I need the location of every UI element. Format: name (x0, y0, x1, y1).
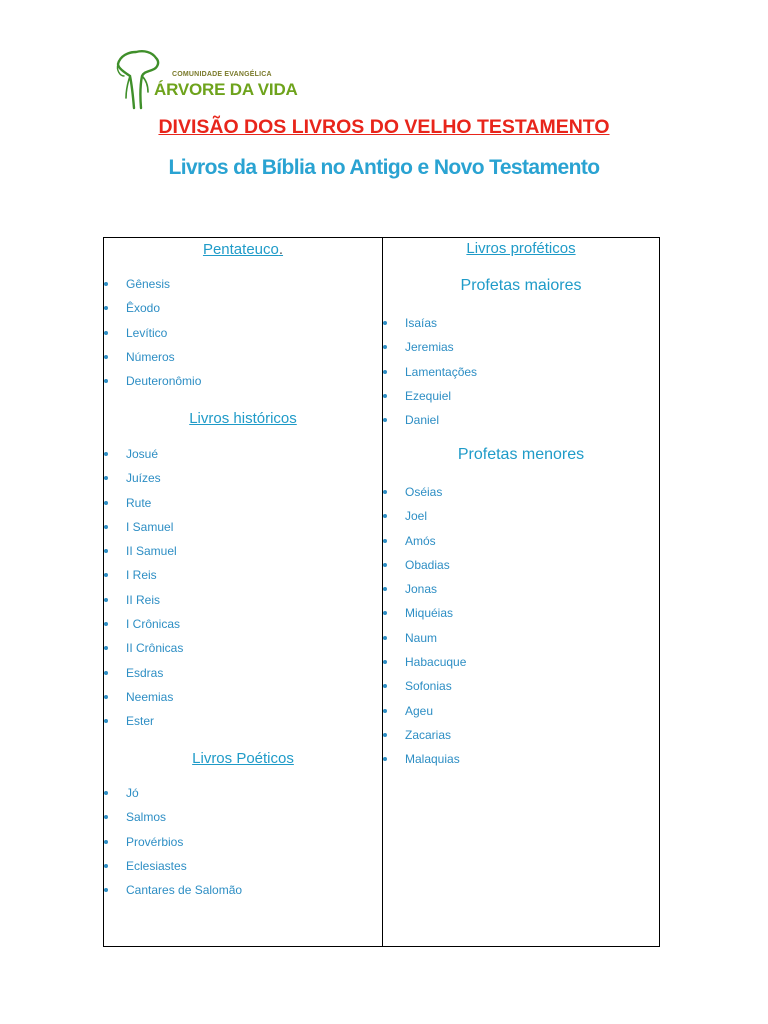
logo-title: ÁRVORE DA VIDA (154, 80, 298, 99)
bullet-icon (104, 622, 108, 626)
maiores-heading: Profetas maiores (460, 277, 582, 294)
document-subtitle: Livros da Bíblia no Antigo e Novo Testamento (168, 156, 600, 179)
bullet-icon (383, 563, 387, 567)
bullet-icon (104, 695, 108, 699)
bullet-icon (383, 539, 387, 543)
bullet-icon (104, 331, 108, 335)
bullet-icon (104, 840, 108, 844)
document-title: DIVISÃO DOS LIVROS DO VELHO TESTAMENTO (158, 116, 610, 138)
bullet-icon (104, 791, 108, 795)
bullet-icon (104, 671, 108, 675)
bullet-icon (383, 370, 387, 374)
pentateuco-heading-text: Pentateuco (202, 241, 279, 258)
bullet-icon (383, 418, 387, 422)
pentateuco-heading (104, 241, 382, 258)
bullet-icon (104, 864, 108, 868)
bullet-icon (104, 646, 108, 650)
church-logo (114, 46, 304, 112)
bullet-icon (383, 490, 387, 494)
bullet-icon (383, 514, 387, 518)
poeticos-heading: Livros Poéticos (192, 750, 294, 767)
books-table: Pentateuco. Gênesis Êxodo Levítico Números Deuteronômio Livros históricos Josué Juízes Rute I Samuel II Samuel I Reis II Reis I Crônicas II Crônicas Esdras Neemias Ester Livros Poéticos Jó Salmos Provérbios Eclesiastes Cantares de Salomão Livros proféticos Profetas maiores Isaías Jeremias Lamentações Ezequiel Daniel Profetas menores Oséias Joel Amós Obadias Jonas Miquéias Naum Habacuque Sofonias Ageu Zacarias Malaquias (103, 237, 660, 947)
bullet-icon (383, 733, 387, 737)
bullet-icon (104, 549, 108, 553)
bullet-icon (383, 394, 387, 398)
bullet-icon (383, 345, 387, 349)
bullet-icon (104, 598, 108, 602)
profeticos-heading: Livros proféticos (466, 240, 576, 257)
bullet-icon (104, 525, 108, 529)
bullet-icon (383, 636, 387, 640)
menores-heading: Profetas menores (457, 446, 585, 463)
bullet-icon (383, 611, 387, 615)
bullet-icon (383, 709, 387, 713)
bullet-icon (383, 587, 387, 591)
bullet-icon (383, 757, 387, 761)
historicos-heading: Livros históricos (189, 410, 297, 427)
bullet-icon (104, 815, 108, 819)
bullet-icon (104, 501, 108, 505)
bullet-icon (104, 888, 108, 892)
bullet-icon (383, 684, 387, 688)
bullet-icon (104, 719, 108, 723)
bullet-icon (104, 476, 108, 480)
bullet-icon (104, 452, 108, 456)
tree-icon (114, 46, 174, 112)
bullet-icon (383, 660, 387, 664)
pentateuco-heading-suffix: . (278, 241, 284, 258)
column-divider (382, 238, 383, 946)
bullet-icon (104, 355, 108, 359)
logo-subtitle: COMUNIDADE EVANGÉLICA (172, 71, 272, 78)
bullet-icon (383, 321, 387, 325)
bullet-icon (104, 573, 108, 577)
bullet-icon (104, 282, 108, 286)
bullet-icon (104, 379, 108, 383)
bullet-icon (104, 306, 108, 310)
